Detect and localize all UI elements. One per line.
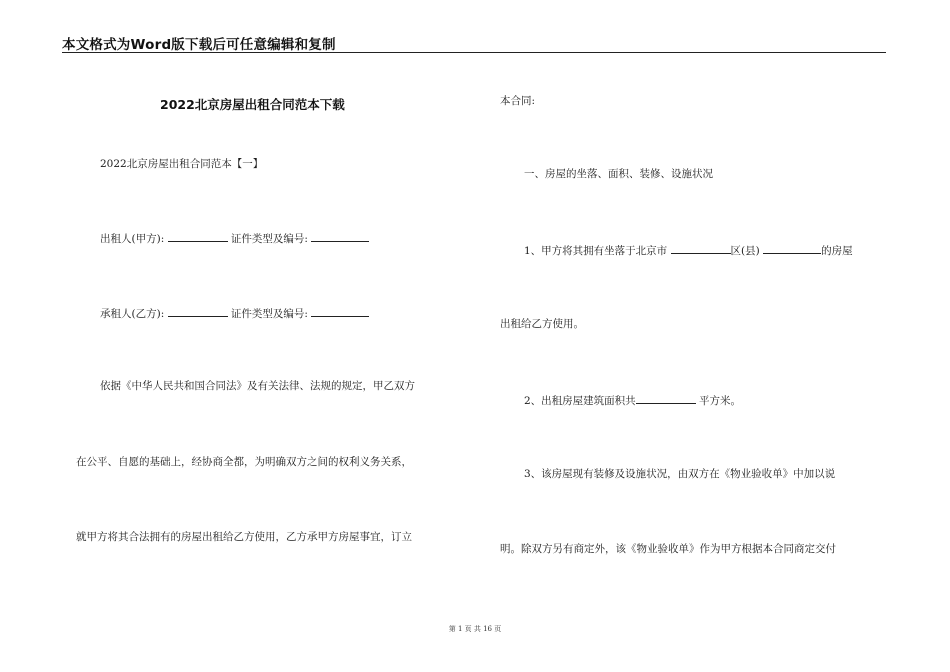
paragraph-line: 3、该房屋现有装修及设施状况，由双方在《物业验收单》中加以说 — [524, 468, 836, 480]
paragraph-line: 在公平、自愿的基础上，经协商全都，为明确双方之间的权利义务关系， — [76, 456, 412, 468]
lessor-id-label: 证件类型及编号: — [230, 233, 308, 245]
page-number: 第 1 页 共 16 页 — [448, 625, 502, 633]
item-1-line — [524, 243, 853, 258]
lessor-id-blank — [311, 231, 369, 242]
item-2-line — [524, 393, 741, 408]
paragraph-line: 本合同: — [500, 95, 536, 107]
item-2-text-a: 2、出租房屋建筑面积共 — [524, 395, 636, 407]
paragraph-line: 明。除双方另有商定外，该《物业验收单》作为甲方根据本合同商定交付 — [500, 543, 836, 555]
lessor-label: 出租人(甲方): — [100, 233, 165, 245]
lessee-line — [100, 306, 369, 321]
lessee-id-label: 证件类型及编号: — [230, 308, 308, 320]
lessee-name-blank — [168, 306, 228, 317]
item-1-text-c: 的房屋 — [821, 245, 853, 257]
document-title: 2022北京房屋出租合同范本下载 — [160, 97, 345, 112]
lessor-line — [100, 231, 369, 246]
paragraph-line: 依据《中华人民共和国合同法》及有关法律、法规的规定，甲乙双方 — [100, 380, 415, 392]
item-2-text-b: 平方米。 — [699, 395, 742, 407]
lessor-name-blank — [168, 231, 228, 242]
lessee-label: 承租人(乙方): — [100, 308, 165, 320]
item-1-text-a: 1、甲方将其拥有坐落于北京市 — [524, 245, 668, 257]
paragraph-line: 就甲方将其合法拥有的房屋出租给乙方使用，乙方承甲方房屋事宜，订立 — [76, 531, 412, 543]
lessee-id-blank — [311, 306, 369, 317]
address-blank — [763, 243, 821, 254]
header-divider — [62, 52, 886, 53]
contract-subtitle: 2022北京房屋出租合同范本【一】 — [100, 158, 264, 170]
section-heading: 一、房屋的坐落、面积、装修、设施状况 — [524, 168, 713, 180]
area-blank — [636, 393, 696, 404]
paragraph-line: 出租给乙方使用。 — [500, 318, 584, 330]
document-header: 本文格式为Word版下载后可任意编辑和复制 — [62, 37, 336, 53]
item-1-text-b: 区(县) — [730, 245, 760, 257]
district-blank — [671, 243, 731, 254]
